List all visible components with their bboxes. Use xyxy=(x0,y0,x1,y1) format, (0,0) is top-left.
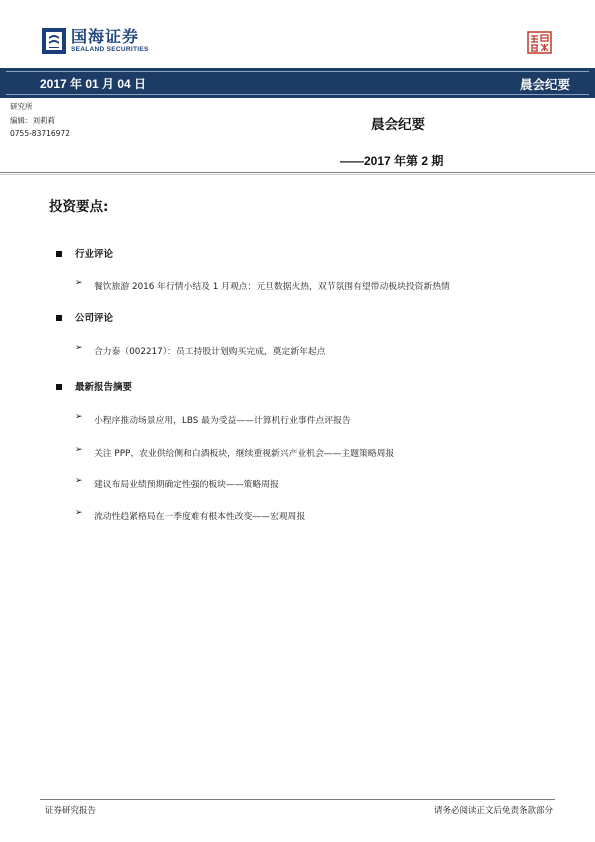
phone-number: 0755-83716972 xyxy=(10,129,70,138)
document-title: 晨会纪要 xyxy=(371,117,425,133)
editor: 编辑：刘莉莉 xyxy=(10,116,55,125)
title-divider-secondary xyxy=(0,174,595,175)
logo-english-name: SEALAND SECURITIES xyxy=(71,46,149,53)
category-label: 最新报告摘要 xyxy=(75,382,133,393)
list-item: 流动性趋紧格局在一季度难有根本性改变——宏观周报 xyxy=(94,512,306,522)
arrow-bullet-icon: ➢ xyxy=(75,476,83,486)
logo-chinese-name: 国海证券 xyxy=(71,27,140,46)
title-divider xyxy=(0,172,595,173)
footer-disclaimer: 请务必阅读正文后免责条款部分 xyxy=(433,806,553,816)
footer-divider xyxy=(40,799,555,800)
company-logo xyxy=(42,28,149,54)
bullet-square-icon xyxy=(56,384,62,390)
arrow-bullet-icon: ➢ xyxy=(75,278,83,288)
bullet-square-icon xyxy=(56,315,62,321)
arrow-bullet-icon: ➢ xyxy=(75,445,83,455)
list-item: 小程序推动场景应用，LBS 最为受益——计算机行业事件点评报告 xyxy=(94,416,351,426)
department: 研究所 xyxy=(10,102,33,111)
category-label: 行业评论 xyxy=(75,249,114,260)
document-subtitle: ——2017 年第 2 期 xyxy=(340,154,444,168)
arrow-bullet-icon: ➢ xyxy=(75,508,83,518)
footer-left-text: 证券研究报告 xyxy=(45,806,97,816)
list-item: 餐饮旅游 2016 年行情小结及 1 月观点：元旦数据火热，双节氛围有望带动板块投资新热情 xyxy=(94,282,450,292)
bullet-square-icon xyxy=(56,251,62,257)
category-label: 公司评论 xyxy=(75,313,114,324)
list-item: 合力泰（002217）：员工持股计划购买完成，奠定新年起点 xyxy=(94,347,326,357)
seal-stamp-icon xyxy=(527,31,552,54)
report-type: 晨会纪要 xyxy=(519,77,570,92)
section-heading: 投资要点: xyxy=(49,199,109,215)
sealand-logo-icon xyxy=(42,28,66,54)
list-item: 建议布局业绩预期确定性强的板块——策略周报 xyxy=(94,480,279,490)
arrow-bullet-icon: ➢ xyxy=(75,343,83,353)
arrow-bullet-icon: ➢ xyxy=(75,412,83,422)
report-date: 2017 年 01 月 04 日 xyxy=(40,77,147,91)
list-item: 关注 PPP、农业供给侧和白酒板块，继续重视新兴产业机会——主题策略周报 xyxy=(94,449,395,459)
